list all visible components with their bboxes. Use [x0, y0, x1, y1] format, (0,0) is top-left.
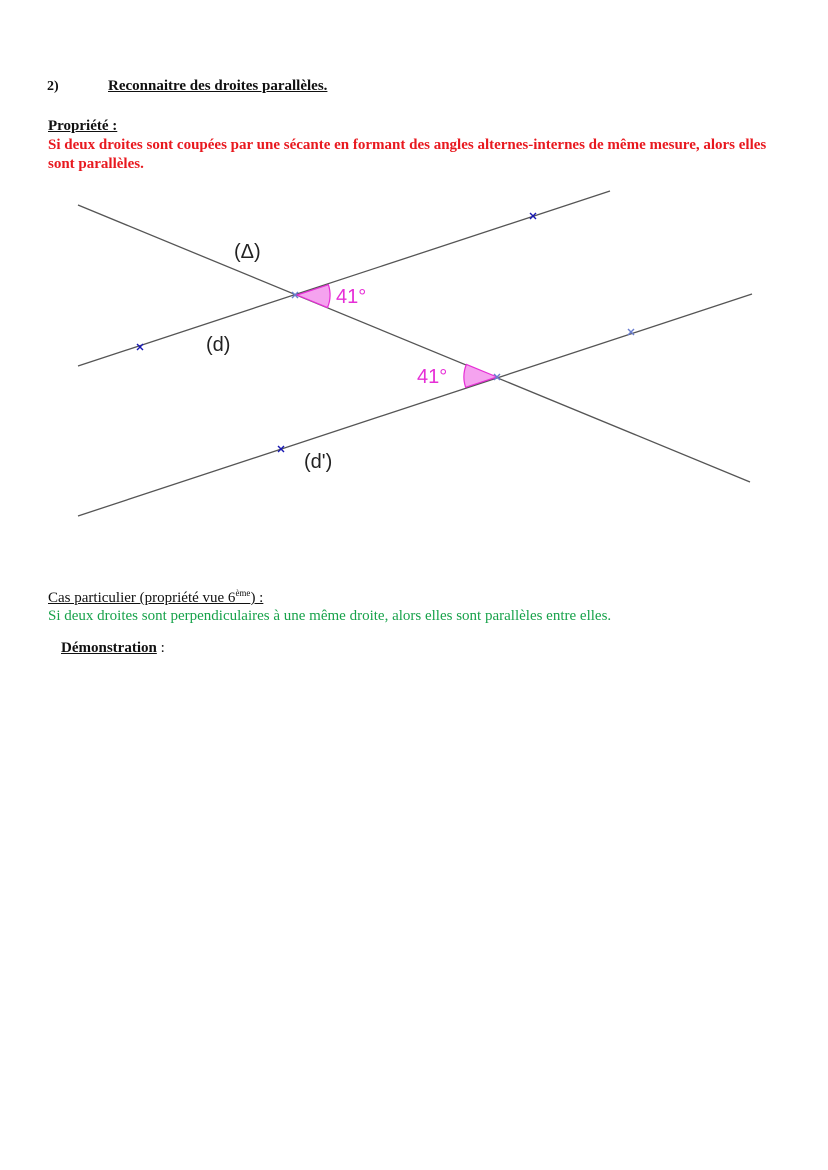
secant-line-delta [78, 205, 750, 482]
parallel-lines-figure [0, 0, 828, 560]
label-delta: (Δ) [234, 241, 261, 263]
line-d [78, 191, 610, 366]
special-case-label: Cas particulier (propriété vue 6ème) : [48, 588, 264, 606]
property-text: Si deux droites sont coupées par une sécante en formant des angles alternes-internes de même mesure, alors elles sont parallèles. [48, 137, 767, 172]
demonstration-label: Démonstration : [61, 640, 165, 656]
special-case-text: Si deux droites sont perpendiculaires à une même droite, alors elles sont parallèles entre elles. [48, 608, 612, 624]
property-label: Propriété : [48, 118, 118, 134]
cross-marks [137, 213, 634, 452]
angle-label-top: 41° [336, 286, 367, 308]
line-d-prime [78, 294, 752, 516]
section-number: 2) [47, 79, 59, 94]
label-d-prime: (d') [304, 451, 333, 473]
section-title: Reconnaitre des droites parallèles. [108, 78, 328, 94]
angle-label-bottom: 41° [417, 366, 448, 388]
cross-mark [137, 344, 143, 350]
label-d: (d) [206, 334, 231, 356]
